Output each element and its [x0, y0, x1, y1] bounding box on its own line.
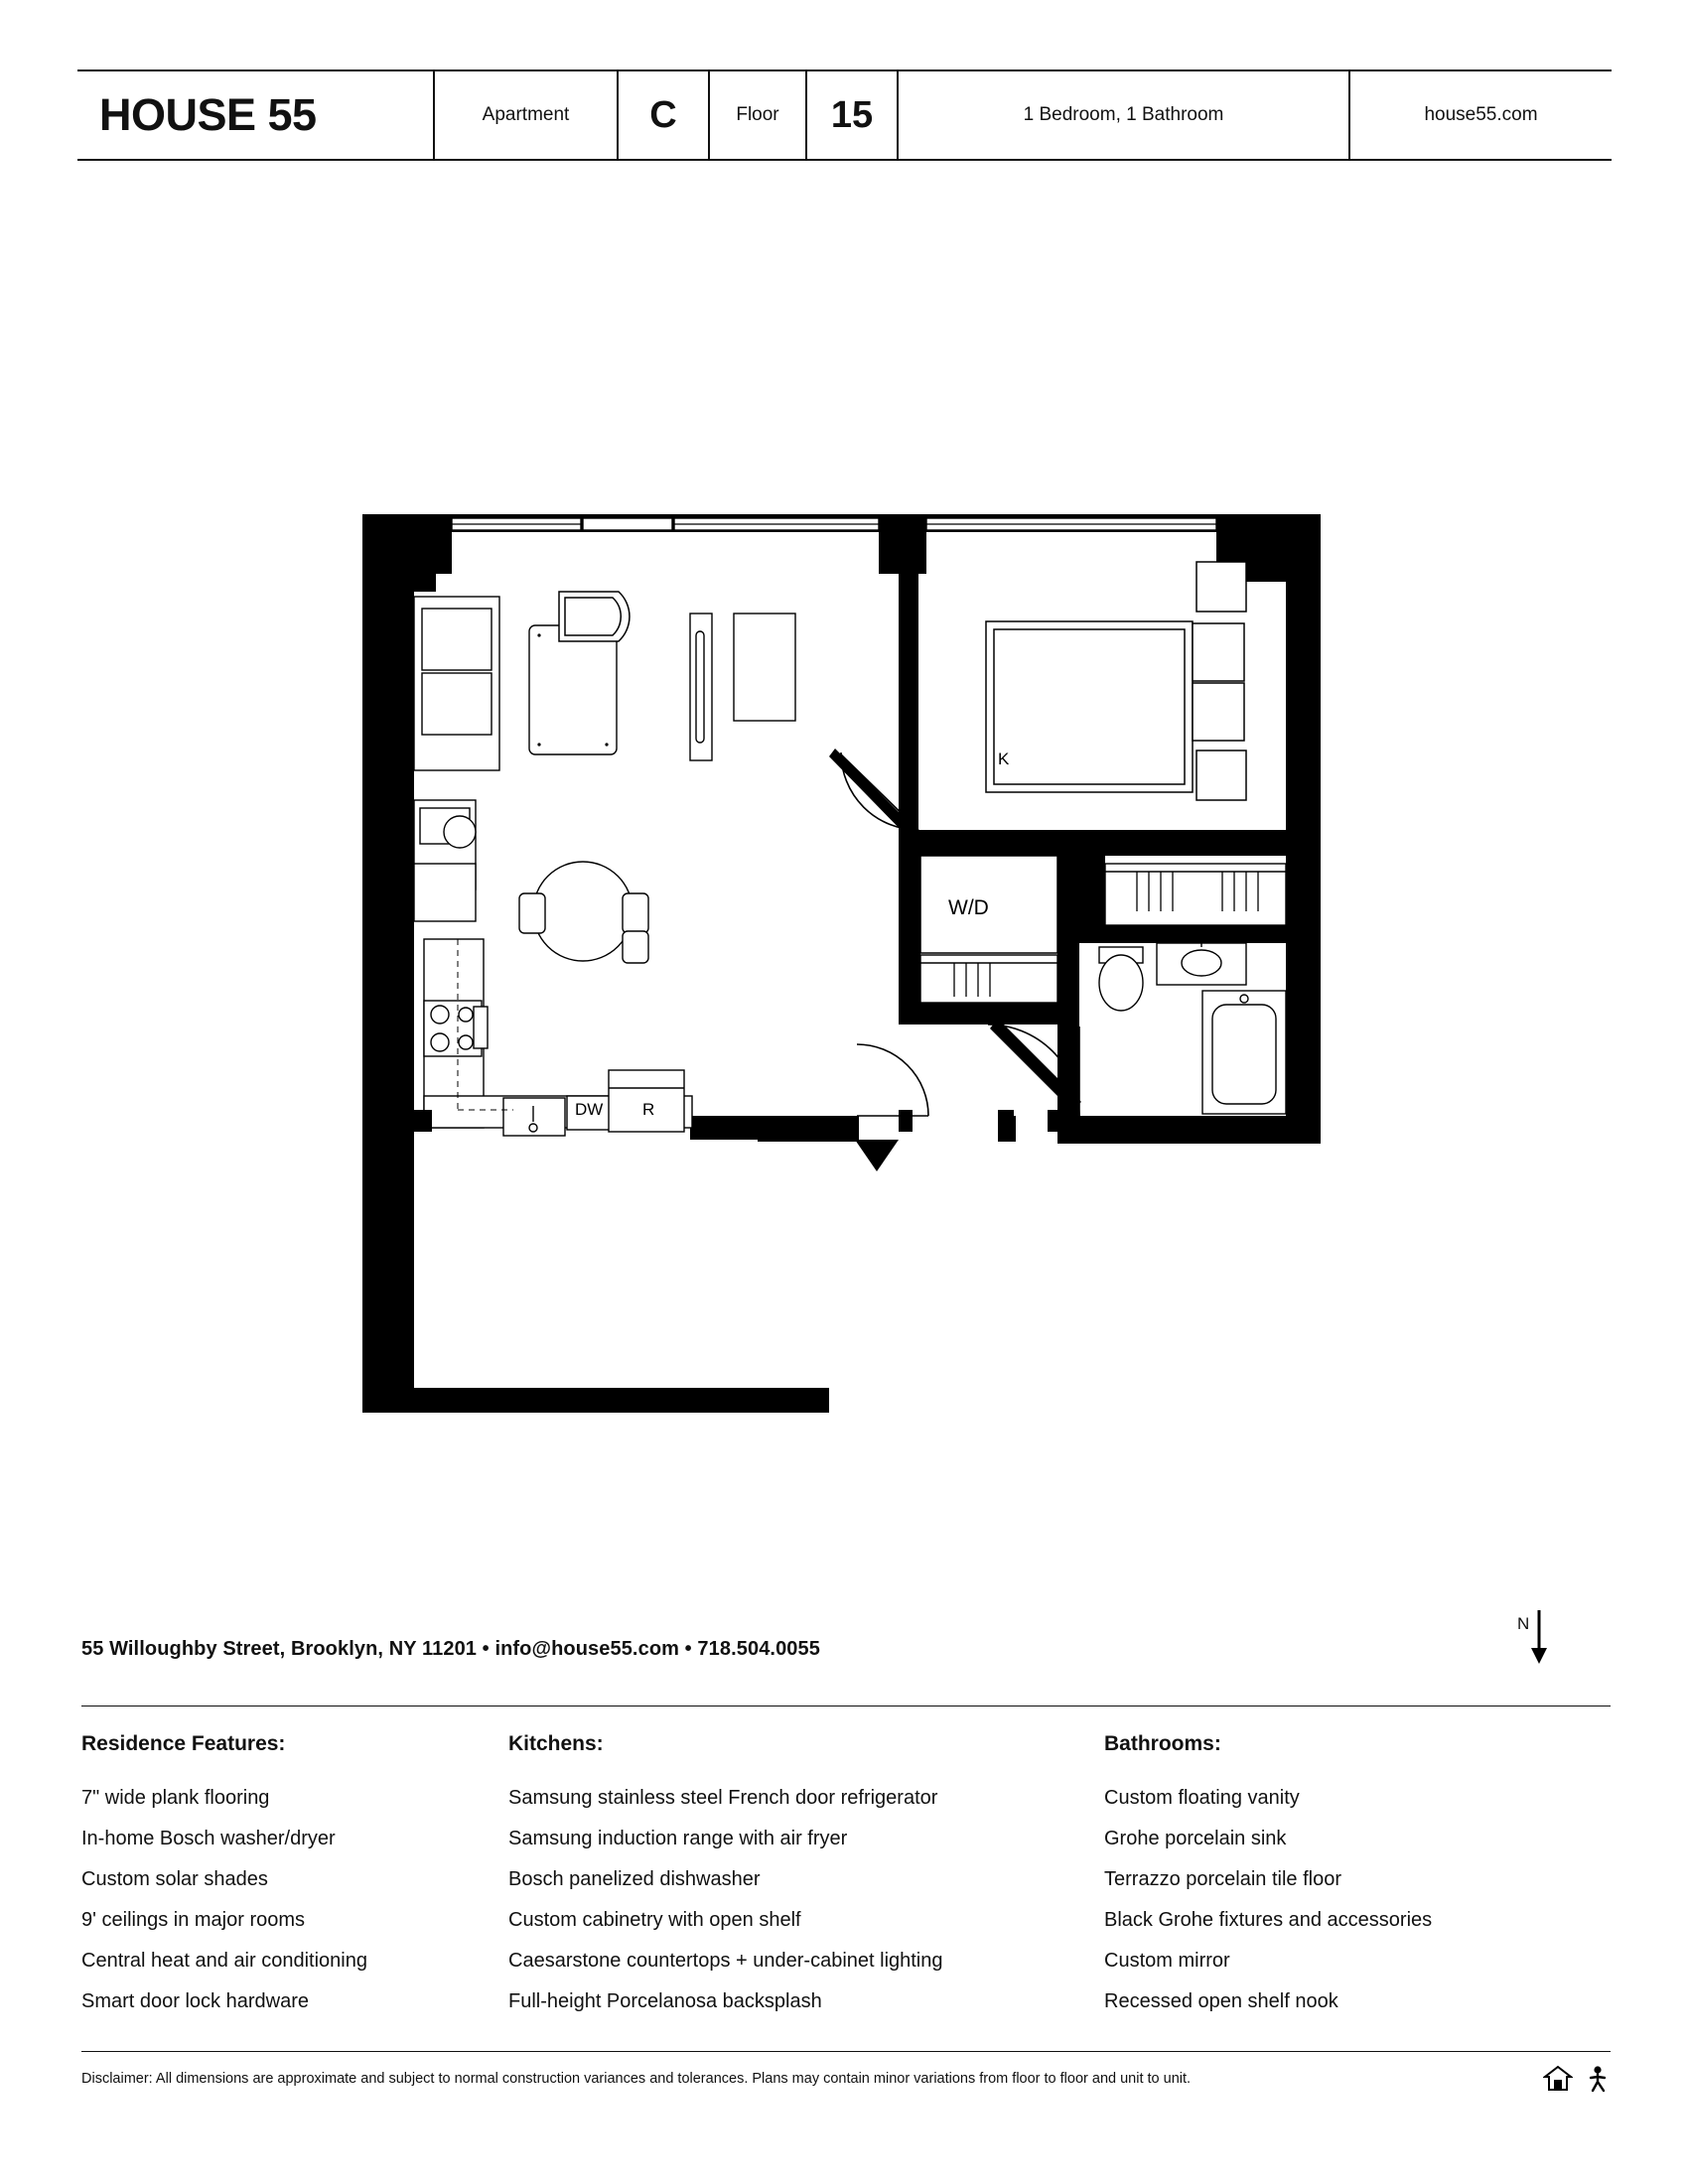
residence-features-list	[81, 1778, 508, 2022]
document-header	[77, 69, 1612, 161]
equal-housing-icon	[1543, 2065, 1573, 2093]
list-item: Terrazzo porcelain tile floor	[1104, 1868, 1341, 1890]
list-item: Samsung induction range with air fryer	[508, 1828, 848, 1849]
apartment-value: C	[619, 71, 710, 159]
kitchens-title: Kitchens:	[508, 1732, 604, 1755]
list-item: Caesarstone countertops + under-cabinet lighting	[508, 1950, 943, 1972]
features-section	[81, 1706, 1611, 2022]
footer-badges	[1543, 2065, 1611, 2093]
list-item: 9' ceilings in major rooms	[81, 1909, 306, 1931]
accessibility-icon	[1585, 2065, 1611, 2093]
list-item: Samsung stainless steel French door refrigerator	[508, 1787, 938, 1809]
list-item: Black Grohe fixtures and accessories	[1104, 1909, 1433, 1931]
bathrooms-list	[1104, 1778, 1531, 2022]
list-item: 7" wide plank flooring	[81, 1787, 270, 1809]
address-line: 55 Willoughby Street, Brooklyn, NY 11201 • info@house55.com • 718.504.0055	[81, 1638, 820, 1660]
unit-description: 1 Bedroom, 1 Bathroom	[899, 71, 1350, 159]
list-item: Grohe porcelain sink	[1104, 1828, 1287, 1849]
disclaimer-section	[81, 2051, 1611, 2093]
dishwasher-label: DW	[575, 1100, 604, 1119]
features-bathrooms	[1104, 1732, 1531, 2022]
list-item: Central heat and air conditioning	[81, 1950, 367, 1972]
washer-dryer-label: W/D	[948, 896, 989, 919]
list-item: Recessed open shelf nook	[1104, 1990, 1338, 2012]
residence-features-title: Residence Features:	[81, 1732, 286, 1755]
floor-value: 15	[807, 71, 899, 159]
floor-plan-drawing	[362, 514, 1321, 1413]
compass-north	[1517, 1608, 1587, 1668]
features-residence	[81, 1732, 508, 2022]
compass-label: N	[1517, 1614, 1530, 1633]
list-item: Smart door lock hardware	[81, 1990, 309, 2012]
bathrooms-title: Bathrooms:	[1104, 1732, 1221, 1755]
list-item: In-home Bosch washer/dryer	[81, 1828, 336, 1849]
floor-label: Floor	[710, 71, 807, 159]
list-item: Custom floating vanity	[1104, 1787, 1300, 1809]
list-item: Custom solar shades	[81, 1868, 268, 1890]
features-kitchens	[508, 1732, 1104, 2022]
list-item: Custom cabinetry with open shelf	[508, 1909, 801, 1931]
king-bed-label: K	[998, 750, 1010, 768]
brand-logo: HOUSE 55	[77, 71, 435, 159]
disclaimer-text: Disclaimer: All dimensions are approximate and subject to normal construction variances and tolerances. Plans may contain minor variations from floor to floor and unit to unit.	[81, 2071, 1192, 2087]
apartment-label: Apartment	[435, 71, 619, 159]
refrigerator-label: R	[642, 1100, 655, 1119]
website-link[interactable]: house55.com	[1424, 104, 1538, 125]
list-item: Full-height Porcelanosa backsplash	[508, 1990, 822, 2012]
list-item: Bosch panelized dishwasher	[508, 1868, 761, 1890]
kitchens-list	[508, 1778, 1104, 2022]
list-item: Custom mirror	[1104, 1950, 1230, 1972]
